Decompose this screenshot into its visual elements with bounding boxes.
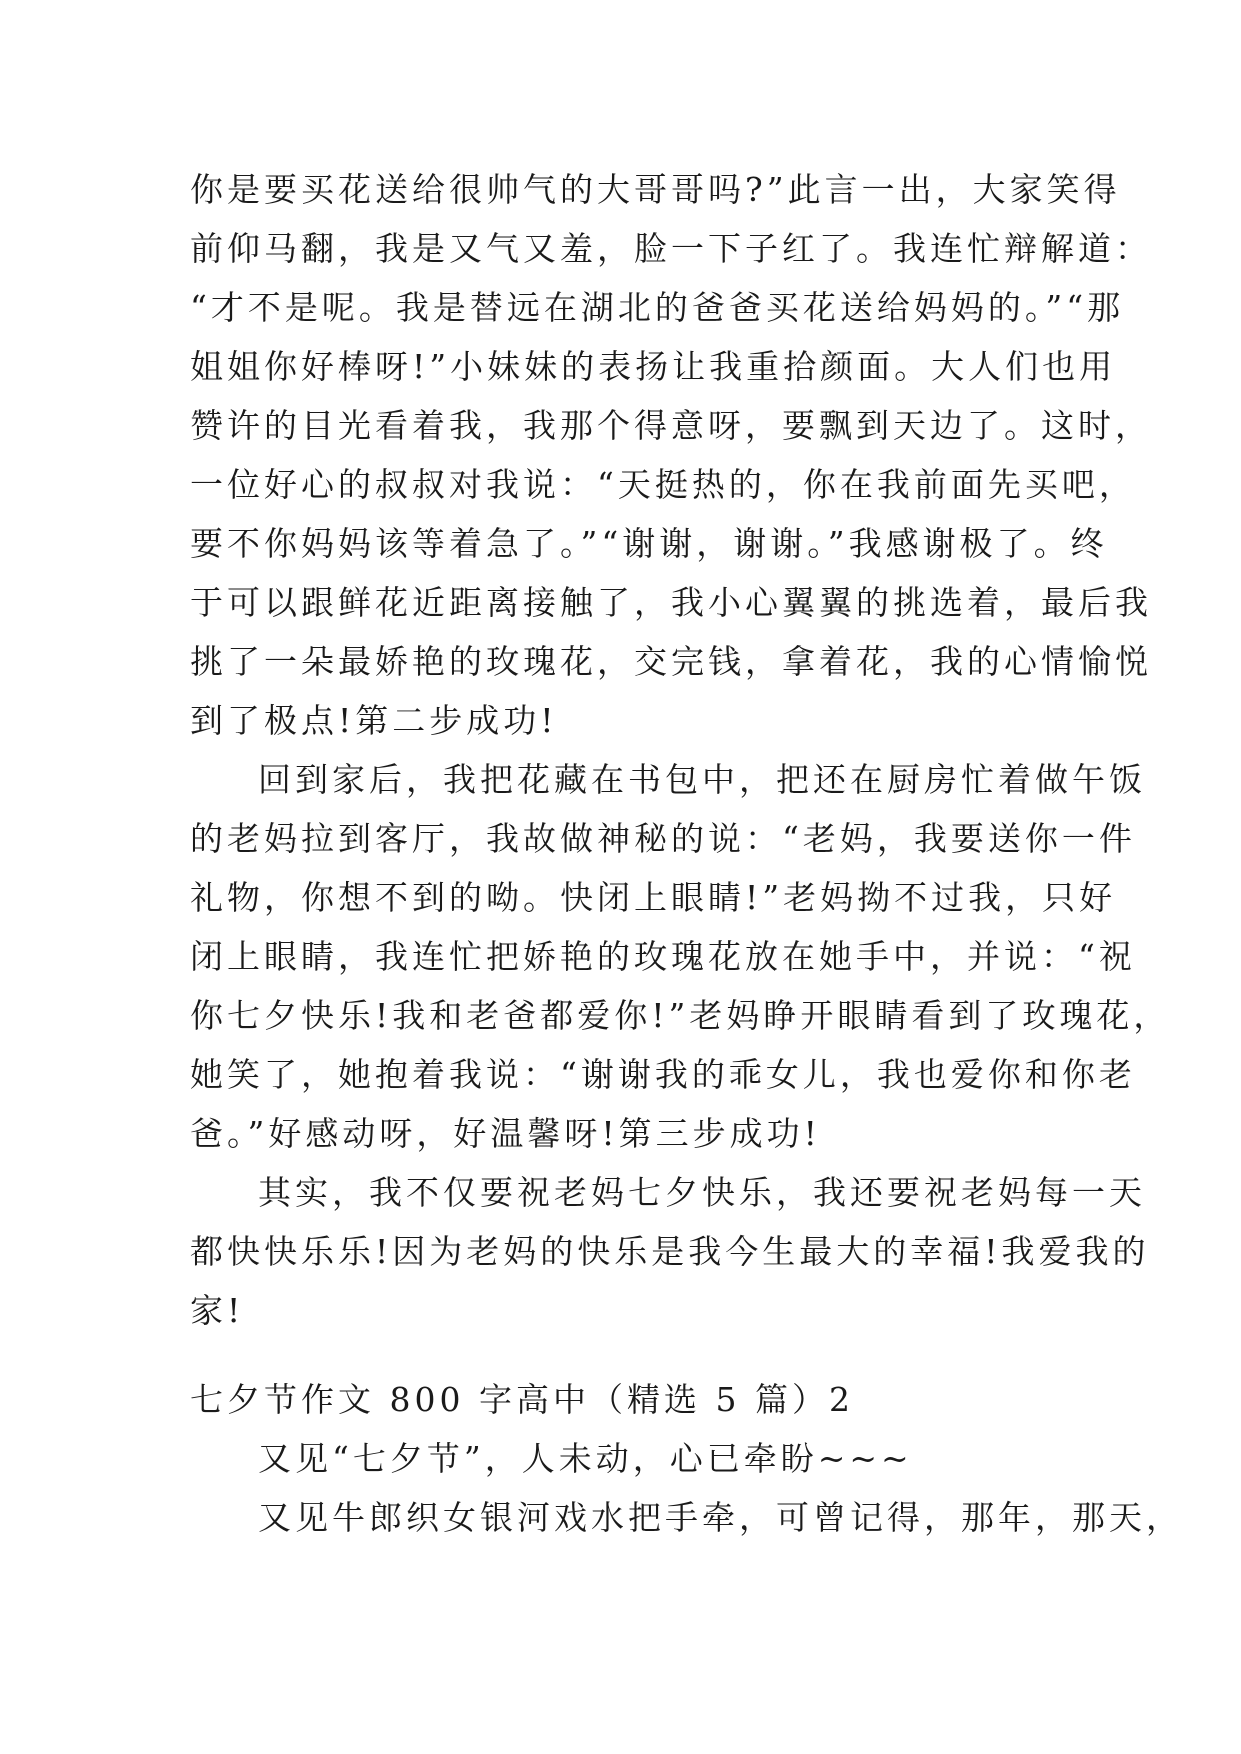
text-line: “才不是呢。我是替远在湖北的爸爸买花送给妈妈的。”“那 <box>190 288 1125 327</box>
paragraph-first-line: 又见“七夕节”，人未动，心已牵盼~~~ <box>258 1439 913 1478</box>
paragraph-first-line: 其实，我不仅要祝老妈七夕快乐，我还要祝老妈每一天 <box>258 1173 1146 1212</box>
section-spacer <box>190 1340 1070 1370</box>
text-line: 你是要买花送给很帅气的大哥哥吗?”此言一出，大家笑得 <box>190 170 1121 209</box>
text-line: 姐姐你好棒呀!”小妹妹的表扬让我重拾颜面。大人们也用 <box>190 347 1117 386</box>
text-line: 赞许的目光看着我，我那个得意呀，要飘到天边了。这时， <box>190 406 1152 445</box>
text-line: 的老妈拉到客厅，我故做神秘的说：“老妈，我要送你一件 <box>190 819 1136 858</box>
paragraph-first-line: 回到家后，我把花藏在书包中，把还在厨房忙着做午饭 <box>258 760 1146 799</box>
text-line: 到了极点!第二步成功! <box>190 701 558 740</box>
text-line: 一位好心的叔叔对我说：“天挺热的，你在我前面先买吧， <box>190 465 1136 504</box>
text-line: 家! <box>190 1291 245 1330</box>
text-line: 挑了一朵最娇艳的玫瑰花，交完钱，拿着花，我的心情愉悦 <box>190 642 1152 681</box>
text-line: 闭上眼睛，我连忙把娇艳的玫瑰花放在她手中，并说：“祝 <box>190 937 1136 976</box>
text-line: 礼物，你想不到的呦。快闭上眼睛!”老妈拗不过我，只好 <box>190 878 1117 917</box>
text-line: 前仰马翻，我是又气又羞，脸一下子红了。我连忙辩解道： <box>190 229 1152 268</box>
text-line: 要不你妈妈该等着急了。”“谢谢，谢谢。”我感谢极了。终 <box>190 524 1108 563</box>
text-line: 你七夕快乐!我和老爸都爱你!”老妈睁开眼睛看到了玫瑰花， <box>190 996 1171 1035</box>
text-line: 她笑了，她抱着我说：“谢谢我的乖女儿，我也爱你和你老 <box>190 1055 1136 1094</box>
text-line: 爸。”好感动呀，好温馨呀!第三步成功! <box>190 1114 821 1153</box>
paragraph-first-line: 又见牛郎织女银河戏水把手牵，可曾记得，那年，那天， <box>258 1498 1183 1537</box>
section-title: 七夕节作文 800 字高中（精选 5 篇）2 <box>190 1380 854 1419</box>
document-body <box>190 160 1183 1547</box>
text-line: 都快快乐乐!因为老妈的快乐是我今生最大的幸福!我爱我的 <box>190 1232 1150 1271</box>
text-line: 于可以跟鲜花近距离接触了，我小心翼翼的挑选着，最后我 <box>190 583 1152 622</box>
